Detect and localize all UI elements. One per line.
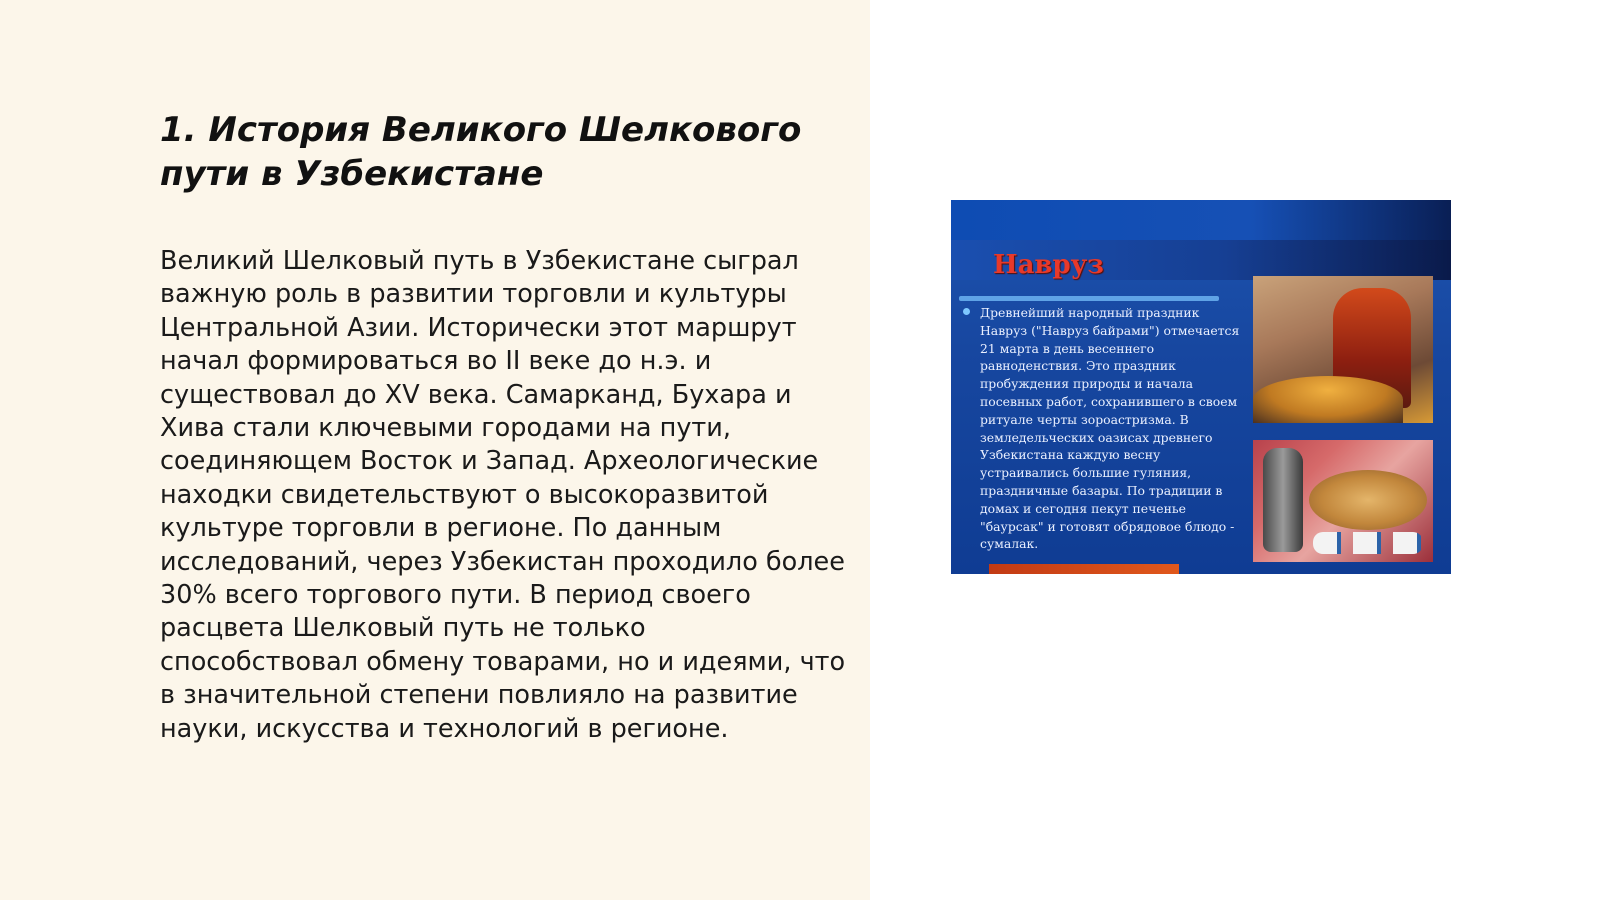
- slide-body-text: Великий Шелковый путь в Узбекистане сыграл важную роль в развитии торговли и культуры Центральной Азии. Исторически этот маршрут начал формироваться во II веке до н.э. и существовал до XV века. Самарканд, Бухара и Хива стали ключевыми городами на пути, соединяющем Восток и Запад. Археологические находки свидетельствуют о высокоразвитой культуре торговли в регионе. По данным исследований, через Узбекистан проходило более 30% всего торгового пути. В период своего расцвета Шелковый путь не только способствовал обмену товарами, но и идеями, что в значительной степени повлияло на развитие науки, искусства и технологий в регионе.: [160, 246, 846, 744]
- image-bullet-text: Древнейший народный праздник Навруз ("Навруз байрами") отмечается 21 марта в день весеннего равноденствия. Это праздник пробуждения природы и начала посевных работ, сохранившего в своем ритуале черты зороастризма. В земледельческих оазисах древнего Узбекистана каждую весну устраивались большие гуляния, праздничные базары. По традиции в домах и сегодня пекут печенье "баурсак" и готовят обрядовое блюдо - сумалак.: [980, 305, 1240, 552]
- bullet-icon: [963, 308, 970, 315]
- tea-bowls: [1313, 532, 1423, 554]
- dastarkhan-photo: [1253, 440, 1433, 562]
- cauldron: [1253, 376, 1403, 423]
- image-bottom-bar: [989, 564, 1179, 574]
- sumalak-cooking-photo: [1253, 276, 1433, 423]
- image-title-underline: [959, 296, 1219, 301]
- navruz-slide-image: [951, 200, 1451, 574]
- slide-title: 1. История Великого Шелкового пути в Узбекистане: [160, 110, 802, 194]
- teapot-icon: [1263, 448, 1303, 552]
- pastries-plate: [1309, 470, 1427, 530]
- image-top-band: [951, 200, 1451, 240]
- image-title: Навруз: [993, 250, 1104, 280]
